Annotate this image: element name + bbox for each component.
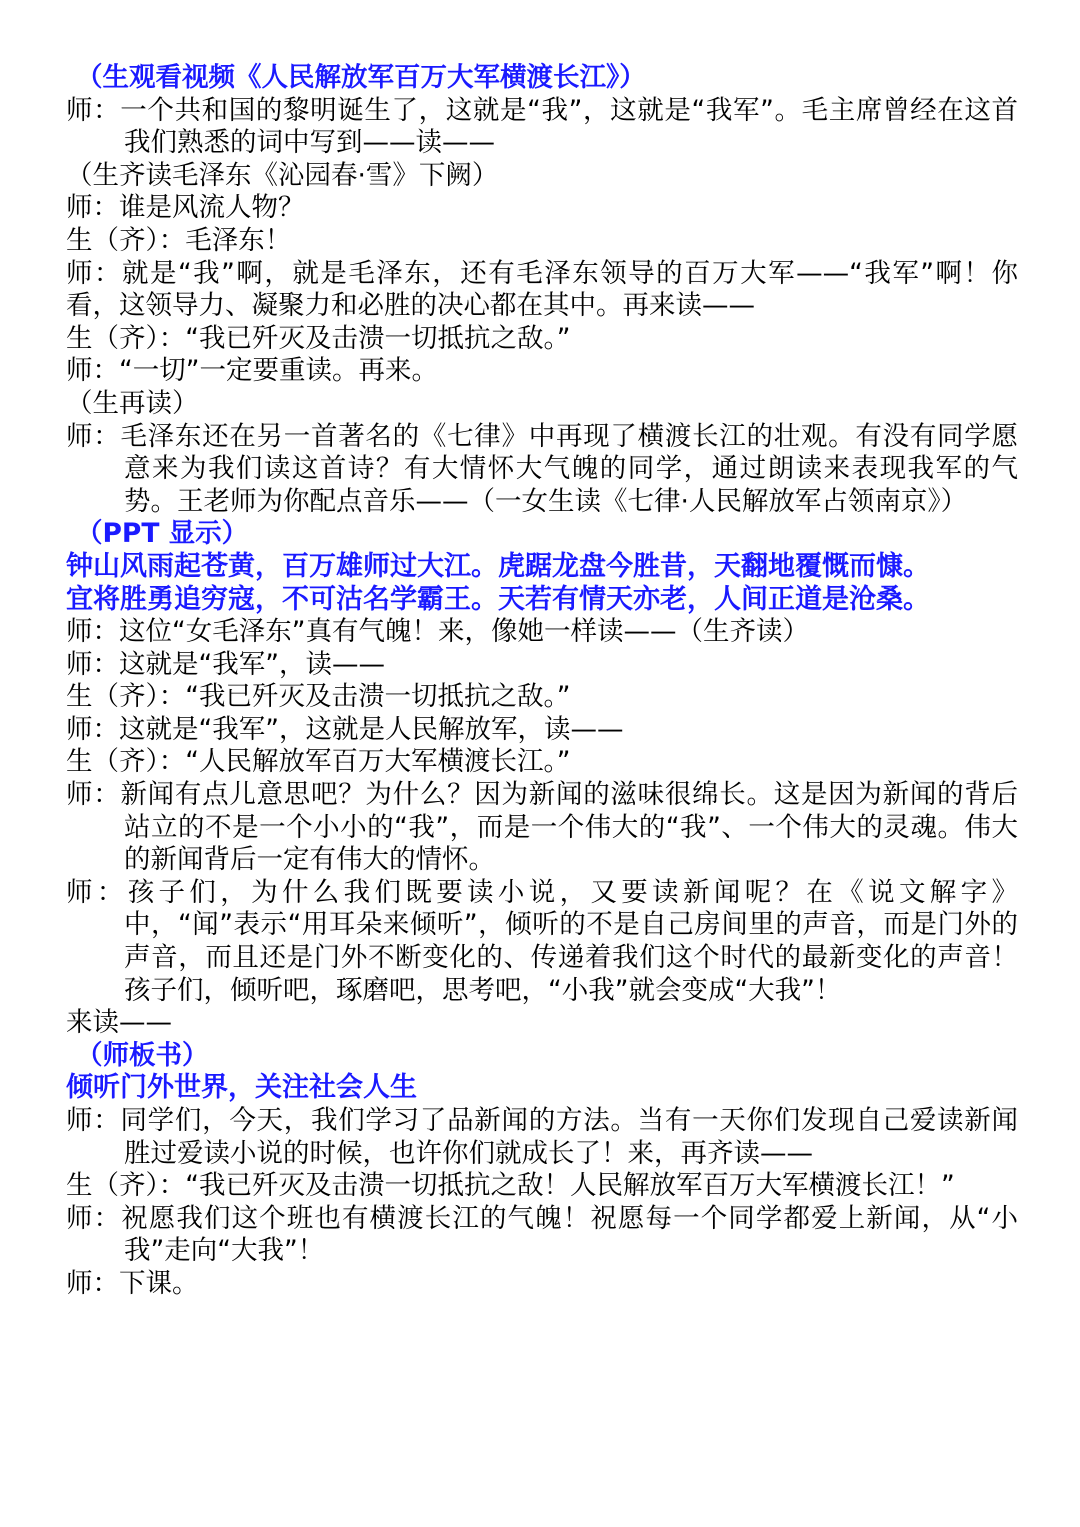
- teacher-line: 师：同学们，今天，我们学习了品新闻的方法。当有一天你们发现自己爱读新闻胜过爱读小说的时候，也许你们就成长了！来，再齐读——: [66, 1105, 1018, 1169]
- teacher-line: 师：祝愿我们这个班也有横渡长江的气魄！祝愿每一个同学都爱上新闻，从“小我”走向“大我”！: [66, 1202, 1018, 1267]
- teacher-line: 师：新闻有点儿意思吧？为什么？因为新闻的滋味很绵长。这是因为新闻的背后站立的不是一个小小的“我”，而是一个伟大的“我”、一个伟大的灵魂。伟大的新闻背后一定有伟大的情怀。: [66, 779, 1018, 876]
- teacher-line: 师：“一切”一定要重读。再来。: [66, 355, 438, 387]
- reading-cue: 来读——: [66, 1007, 172, 1039]
- student-line: 生（齐）：“我已歼灭及击溃一切抵抗之敌。”: [66, 322, 571, 354]
- teacher-line: 师：孩子们，为什么我们既要读小说，又要读新闻呢？在《说文解字》中，“闻”表示“用耳朵来倾听”，倾听的不是自己房间里的声音，而是门外的声音，而且还是门外不断变化的、传递着我们这个时代的最新变化的声音！孩子们，倾听吧，琢磨吧，思考吧，“小我”就会变成“大我”！: [66, 876, 1018, 1006]
- poem-line: 宜将胜勇追穷寇，不可沽名学霸王。天若有情天亦老，人间正道是沧桑。: [66, 583, 930, 615]
- teacher-line: 师：这就是“我军”，这就是人民解放军，读——: [66, 713, 624, 745]
- teacher-line: 师：这位“女毛泽东”真有气魄！来，像她一样读——（生齐读）: [66, 616, 809, 648]
- board-text: 倾听门外世界，关注社会人生: [66, 1072, 417, 1104]
- student-line: 生（齐）：“人民解放军百万大军横渡长江。”: [66, 746, 571, 778]
- teacher-line: 师：下课。: [66, 1267, 199, 1299]
- teacher-line: 师：一个共和国的黎明诞生了，这就是“我”，这就是“我军”。毛主席曾经在这首我们熟悉的词中写到——读——: [66, 94, 1018, 159]
- video-note: （生观看视频《人民解放军百万大军横渡长江》）: [76, 62, 646, 93]
- board-note: （师板书）: [76, 1039, 209, 1071]
- teacher-line: 师：毛泽东还在另一首著名的《七律》中再现了横渡长江的壮观。有没有同学愿意来为我们读这首诗？有大情怀大气魄的同学，通过朗读来表现我军的气势。王老师为你配点音乐——（一女生读《七律·人民解放军占领南京》）: [66, 420, 1018, 517]
- document-body: [66, 62, 1018, 1301]
- teacher-line: 师：就是“我”啊，就是毛泽东，还有毛泽东领导的百万大军——“我军”啊！你看，这领导力、凝聚力和必胜的决心都在其中。再来读——: [66, 257, 1018, 322]
- teacher-line: 师：谁是风流人物？: [66, 192, 305, 224]
- student-line: 生（齐）：“我已歼灭及击溃一切抵抗之敌。”: [66, 681, 571, 713]
- teacher-line: 师：这就是“我军”，读——: [66, 648, 385, 680]
- ppt-note: （PPT 显示）: [76, 518, 249, 550]
- stage-note: （生齐读毛泽东《沁园春·雪》下阙）: [66, 159, 499, 191]
- poem-line: 钟山风雨起苍黄，百万雄师过大江。虎踞龙盘今胜昔，天翻地覆慨而慷。: [66, 550, 930, 582]
- student-line: 生（齐）：毛泽东！: [66, 224, 292, 256]
- stage-note: （生再读）: [66, 387, 199, 419]
- student-line: 生（齐）：“我已歼灭及击溃一切抵抗之敌！人民解放军百万大军横渡长江！”: [66, 1170, 955, 1202]
